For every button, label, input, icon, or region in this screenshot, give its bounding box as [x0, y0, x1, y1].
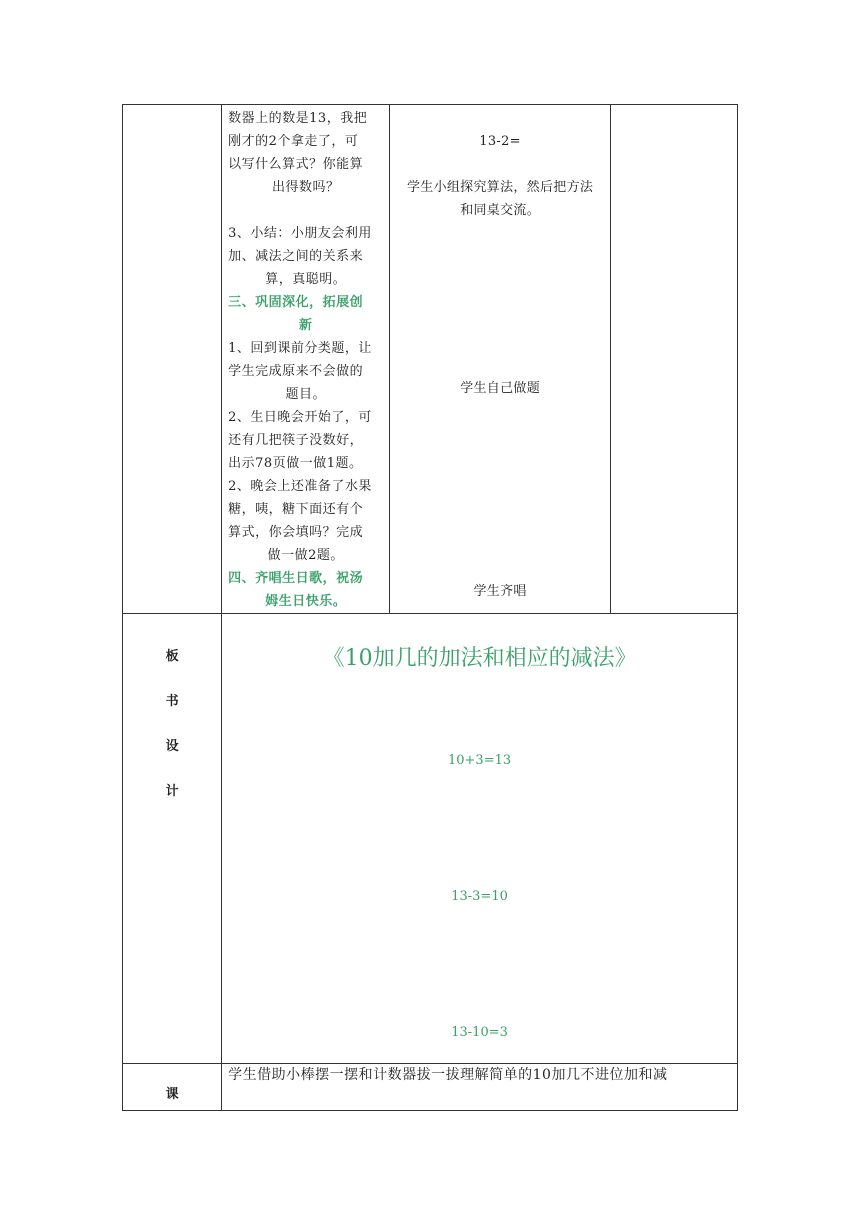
reflection-label: 课: [123, 1064, 222, 1111]
section-heading: 新: [299, 318, 313, 333]
board-area: [222, 614, 737, 1063]
practice-line: 还有几把筷子没数好，: [228, 433, 364, 448]
board-title: 《10加几的加法和相应的减法》: [322, 646, 637, 671]
board-equation: 13-10=3: [451, 1025, 508, 1040]
practice-line: 2、晚会上还准备了水果: [228, 479, 372, 494]
summary-line: 算，真聪明。: [265, 272, 347, 287]
board-design-content: [222, 614, 738, 1064]
process-label-cell: [123, 105, 222, 614]
teacher-line: 以写什么算式？你能算: [228, 157, 364, 172]
teacher-line: 数器上的数是13，我把: [228, 111, 368, 126]
section-heading: 三、巩固深化，拓展创: [228, 295, 364, 310]
board-design-row: [123, 614, 738, 1064]
label-char: 板: [165, 649, 179, 664]
label-char: 设: [165, 739, 179, 754]
teacher-activity-cell: [222, 105, 390, 614]
practice-line: 做一做2题。: [267, 548, 344, 563]
label-char: 计: [165, 784, 179, 799]
student-equation: 13-2=: [479, 134, 521, 149]
reflection-text: 学生借助小棒摆一摆和计数器拔一拔理解简单的10加几不进位加和减: [222, 1064, 738, 1111]
student-explore-line: 学生小组探究算法，然后把方法: [406, 180, 594, 195]
summary-line: 3、小结：小朋友会利用: [228, 226, 372, 241]
student-self-work: 学生自己做题: [460, 381, 540, 396]
practice-line: 学生完成原来不会做的: [228, 364, 364, 379]
label-char: 书: [165, 694, 179, 709]
practice-line: 算式，你会填吗？完成: [228, 525, 364, 540]
practice-line: 题目。: [285, 387, 327, 402]
student-sing: 学生齐唱: [473, 584, 527, 599]
spacer: [228, 199, 383, 222]
section-heading: 四、齐唱生日歌，祝汤: [228, 571, 364, 586]
lesson-plan-table: [122, 104, 738, 1111]
practice-line: 2、生日晚会开始了，可: [228, 410, 372, 425]
board-equation: 10+3=13: [448, 753, 512, 768]
teacher-line: 刚才的2个拿走了，可: [228, 134, 359, 149]
teacher-line: 出得数吗？: [272, 180, 340, 195]
student-explore-line: 和同桌交流。: [460, 203, 540, 218]
reflection-row: [123, 1064, 738, 1111]
student-activity-cell: [390, 105, 610, 614]
process-row: [123, 105, 738, 614]
practice-line: 糖，咦，糖下面还有个: [228, 502, 364, 517]
practice-line: 出示78页做一做1题。: [228, 456, 363, 471]
board-equation: 13-3=10: [451, 889, 508, 904]
design-intent-cell: [610, 105, 737, 614]
practice-line: 1、回到课前分类题，让: [228, 341, 372, 356]
section-heading: 姆生日快乐。: [265, 594, 347, 609]
board-design-label: [123, 614, 222, 1064]
summary-line: 加、减法之间的关系来: [228, 249, 364, 264]
